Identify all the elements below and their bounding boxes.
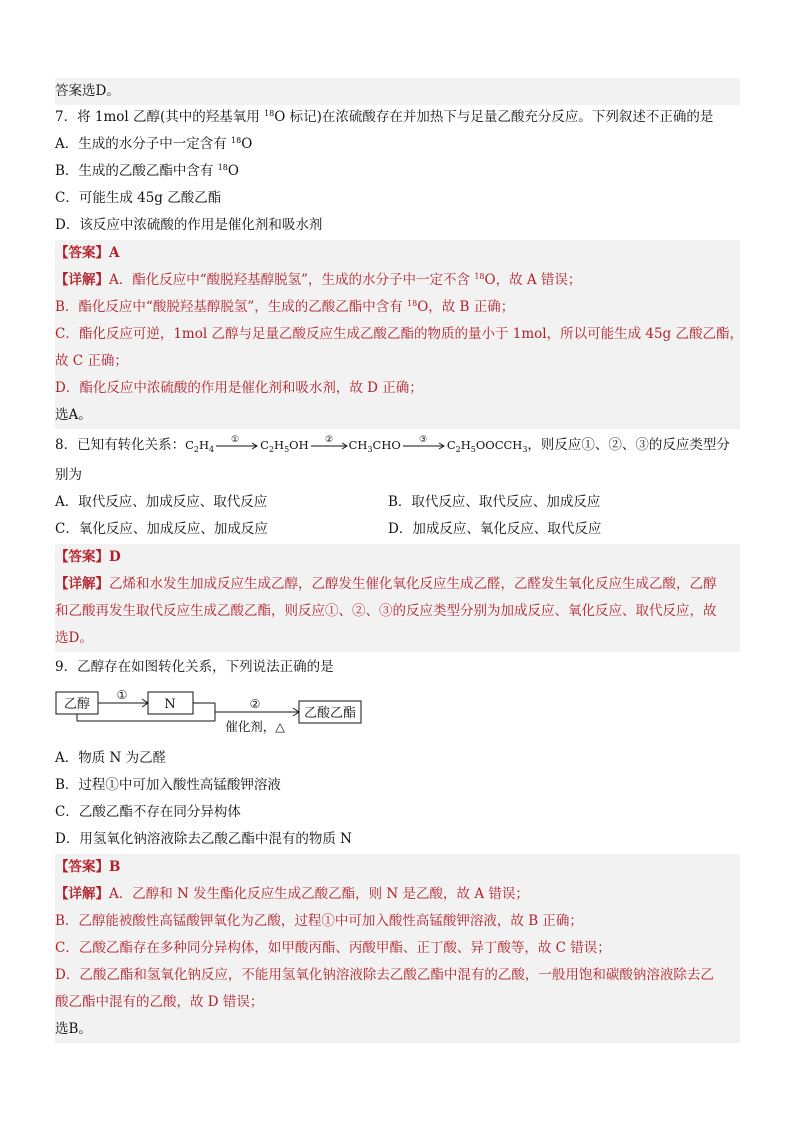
q7-option-b: B．生成的乙酸乙酯中含有 $^{18}$O bbox=[55, 163, 239, 179]
diagram-box-ester: 乙酸乙酯 bbox=[303, 706, 357, 721]
q8-options-cd: C．氧化反应、加成反应、加成反应 D．加成反应、氧化反应、取代反应 bbox=[55, 521, 602, 537]
q8-detail-3: 选D。 bbox=[55, 625, 740, 652]
q7-conclusion: 选A。 bbox=[55, 402, 740, 429]
q9-option-b: B．过程①中可加入酸性高锰酸钾溶液 bbox=[55, 777, 281, 793]
prev-answer: 答案选D。 bbox=[55, 78, 740, 105]
q8-detail-2: 和乙酸再发生取代反应生成乙酸乙酯，则反应①、②、③的反应类型分别为加成反应、氧化反应、取代反应，故 bbox=[55, 598, 740, 625]
q7-detail-c: C．酯化反应可逆，1mol 乙醇与足量乙酸反应生成乙酸乙酯的物质的量小于 1mol，所以可能生成 45g 乙酸乙酯， bbox=[55, 321, 740, 348]
arrow-step-2 bbox=[309, 435, 349, 451]
svg-text:①: ① bbox=[231, 435, 240, 445]
q7-option-c: C．可能生成 45g 乙酸乙酯 bbox=[55, 190, 222, 206]
q8-stem: 8．已知有转化关系：$C_2H_4$ ① $C_2H_5OH$ ② $CH_3CHO$ ③ $C_2H_5OOCCH_3$，则反应①、②、③的反应类型分 bbox=[55, 435, 730, 454]
diagram-step-2: ② bbox=[249, 697, 261, 711]
q8-options-ab: A．取代反应、加成反应、取代反应 B．取代反应、取代反应、加成反应 bbox=[55, 494, 601, 510]
q7-option-a: A．生成的水分子中一定含有 $^{18}$O bbox=[55, 136, 253, 152]
q8-stem-cont: 别为 bbox=[55, 467, 82, 483]
q9-option-d: D．用氢氧化钠溶液除去乙酸乙酯中混有的物质 N bbox=[55, 831, 352, 847]
q7-option-d: D．该反应中浓硫酸的作用是催化剂和吸水剂 bbox=[55, 217, 323, 233]
svg-text:②: ② bbox=[324, 435, 333, 445]
q9-option-a: A．物质 N 为乙醛 bbox=[55, 750, 167, 766]
q7-detail-a: 【详解】A．酯化反应中“酸脱羟基醇脱氢”，生成的水分子中一定不含 $^{18}$O，故 A 错误； bbox=[55, 267, 740, 294]
diagram-step-1: ① bbox=[116, 688, 128, 702]
q9-option-c: C．乙酸乙酯不存在同分异构体 bbox=[55, 804, 241, 820]
diagram-condition: 催化剂，△ bbox=[225, 719, 285, 734]
q9-stem: 9．乙醇存在如图转化关系，下列说法正确的是 bbox=[55, 659, 334, 675]
q9-detail-d2: 酸乙酯中混有的乙酸，故 D 错误； bbox=[55, 989, 740, 1016]
q9-conclusion: 选B。 bbox=[55, 1016, 740, 1043]
q9-detail-b: B．乙醇能被酸性高锰酸钾氧化为乙酸，过程①中可加入酸性高锰酸钾溶液，故 B 正确； bbox=[55, 908, 740, 935]
q7-stem: 7．将 1mol 乙醇(其中的羟基氧用 $^{18}$O 标记)在浓硫酸存在并加热下与足量乙酸充分反应。下列叙述不正确的是 bbox=[55, 109, 714, 125]
q8-answer: 【答案】D bbox=[55, 544, 740, 571]
svg-text:③: ③ bbox=[418, 435, 427, 445]
q9-detail-d: D．乙酸乙酯和氢氧化钠反应，不能用氢氧化钠溶液除去乙酸乙酯中混有的乙酸，一般用饱和碳酸钠溶液除去乙 bbox=[55, 962, 740, 989]
q7-detail-d: D．酯化反应中浓硫酸的作用是催化剂和吸水剂，故 D 正确； bbox=[55, 375, 740, 402]
q8-reaction-scheme: $C_2H_4$ ① $C_2H_5OH$ ② $CH_3CHO$ ③ $C_2H_5OOCCH_3$ bbox=[185, 435, 528, 454]
diagram-box-n: N bbox=[164, 697, 176, 712]
q7-detail-c2: 故 C 正确； bbox=[55, 348, 740, 375]
arrow-step-3 bbox=[401, 435, 447, 451]
q7-answer: 【答案】A bbox=[55, 240, 740, 267]
q9-detail-a: 【详解】A．乙醇和 N 发生酯化反应生成乙酸乙酯，则 N 是乙酸，故 A 错误； bbox=[55, 881, 740, 908]
q9-answer: 【答案】B bbox=[55, 854, 740, 881]
q7-detail-b: B．酯化反应中“酸脱羟基醇脱氢”，生成的乙酸乙酯中含有 $^{18}$O，故 B 正确； bbox=[55, 294, 740, 321]
q9-detail-c: C．乙酸乙酯存在多种同分异构体，如甲酸丙酯、丙酸甲酯、正丁酸、异丁酸等，故 C 错误； bbox=[55, 935, 740, 962]
q9-conversion-diagram bbox=[55, 688, 375, 738]
diagram-box-ethanol: 乙醇 bbox=[63, 697, 91, 712]
arrow-step-1 bbox=[214, 435, 260, 451]
q8-detail-1: 【详解】乙烯和水发生加成反应生成乙醇，乙醇发生催化氧化反应生成乙醛，乙醛发生氧化反应生成乙酸，乙醇 bbox=[55, 571, 740, 598]
